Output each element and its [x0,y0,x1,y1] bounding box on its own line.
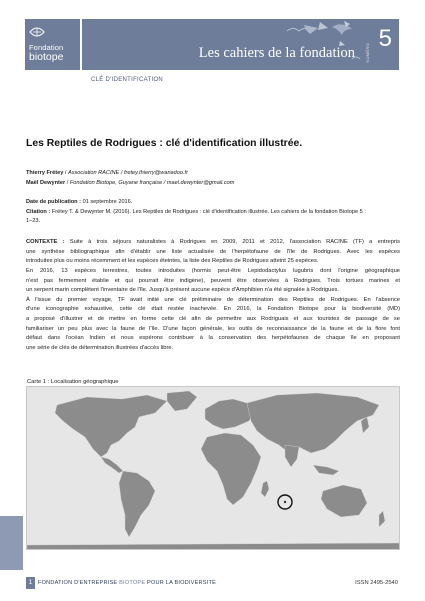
australia-shape [321,485,367,517]
abstract-line: CONTEXTE : Suite à trois séjours naturalistes à Rodrigues en 2009, 2011 et 2012, l'association RACINE (TF) a entrepris [26,239,400,245]
abstract [26,238,400,354]
logo [25,19,80,70]
sidebar-decoration [0,516,23,570]
abstract-line: introduites plus ou moins récemment et les espèces éteintes, la liste des Reptiles de Rodrigues atteint 25 espèces. [26,258,319,265]
abstract-line: d'une iconographie exhaustive, cette clé était restée inachevée. En 2016, la Fondation Biotope pour la biodiversité (MD) [26,306,400,313]
india-shape [285,445,299,467]
abstract-line: n'est pas fermement établie et qui pourrait être indigène), peuvent être observées à Rodrigues. Trois tortues marines et [26,277,400,284]
abstract-line: familiariser un peu plus avec la faune de l'île. D'une façon générale, les outils de reconnaissance de la faune et de la flore font [26,325,400,332]
series-number: 5 [378,25,392,52]
map-caption: Carte 1 : Localisation géographique [27,379,119,385]
abstract-line: défaut dans l'océan Indien et nous espérons contribuer à la conservation des herpétofaunes de chaque île en proposant [26,335,400,342]
abstract-line: une série de clés de détermination illustrées d'accès libre. [26,344,174,351]
citation [26,209,366,215]
author-affiliation: Association RACINE / fretey.thierry@wanadoo.fr [67,170,188,176]
rodrigues-island-dot [284,501,286,503]
world-map [26,386,400,550]
footer-organization: FONDATION D'ENTREPRISE BIOTOPE POUR LA BIODIVERSITÉ [38,580,217,586]
madagascar-shape [261,481,269,497]
citation-label: Citation : [26,209,51,215]
date-label: Date de publication : [26,199,82,205]
central-america-shape [101,457,123,473]
logo-text-fondation: Fondation [29,43,64,52]
author-name: Thierry Frétey [26,170,64,176]
fish-logo-icon [28,23,46,41]
citation-pages: 1–23. [26,218,40,224]
publication-date [26,199,132,205]
series-title: Les cahiers de la fondation [198,45,355,61]
abstract-line: En 2016, 13 espèces terrestres, toutes introduites (hormis peut-être Lepidodactylus lugubris dont l'origine géographique [26,267,400,274]
issn: ISSN 2495-2540 [355,580,398,586]
asia-shape [247,393,379,453]
antarctica-shape [27,543,400,550]
indonesia-shape [313,465,339,475]
greenland-shape [167,391,197,411]
abstract-label: CONTEXTE : [26,239,65,245]
date-value: 01 septembre 2016. [82,199,133,205]
author-name: Maël Dewynter [26,180,66,186]
document-title: Les Reptiles de Rodrigues : clé d'identification illustrée. [26,138,303,149]
south-america-shape [119,471,155,537]
author-line: Maël Dewynter / Fondation Biotope, Guyane française / mael.dewynter@gmail.com [26,180,235,186]
author-affiliation: Fondation Biotope, Guyane française / mael.dewynter@gmail.com [69,180,235,186]
header-band [82,19,399,70]
citation-text: Frétey T. & Dewynter M. (2016). Les Reptiles de Rodrigues : clé d'identification illustrée. Les cahiers de la fondation Biotope 5 : [51,209,366,215]
abstract-line: une synthèse bibliographique afin d'établir une liste actualisée de l'herpétofaune de l'île de Rodrigues. Avec les espèces [26,248,400,255]
logo-text-biotope: biotope [29,51,64,63]
abstract-line: a proposé d'illustrer et de mettre en forme cette clé afin de permettre aux Rodriguais et aux touristes de passage de se [26,316,400,322]
world-map-graphic [27,387,400,550]
author-line: Thierry Frétey / Association RACINE / fretey.thierry@wanadoo.fr [26,170,188,176]
section-tag: CLÉ D'IDENTIFICATION [91,77,164,83]
japan-shape [361,417,369,433]
new-zealand-shape [379,511,385,527]
abstract-line: À l'issue du premier voyage, TF avait initié une clé préliminaire de détermination des Reptiles de Rodrigues. En l'absence [26,296,400,303]
series-number-label: NUMÉRO [365,43,370,63]
abstract-line: un serpent marin complètent l'inventaire de l'île. Jusqu'à présent aucune espèce d'Amphibien n'a été signalée à Rodrigues. [26,287,339,294]
page-number: 1 [26,577,35,589]
north-america-shape [55,395,167,457]
africa-shape [201,433,261,505]
